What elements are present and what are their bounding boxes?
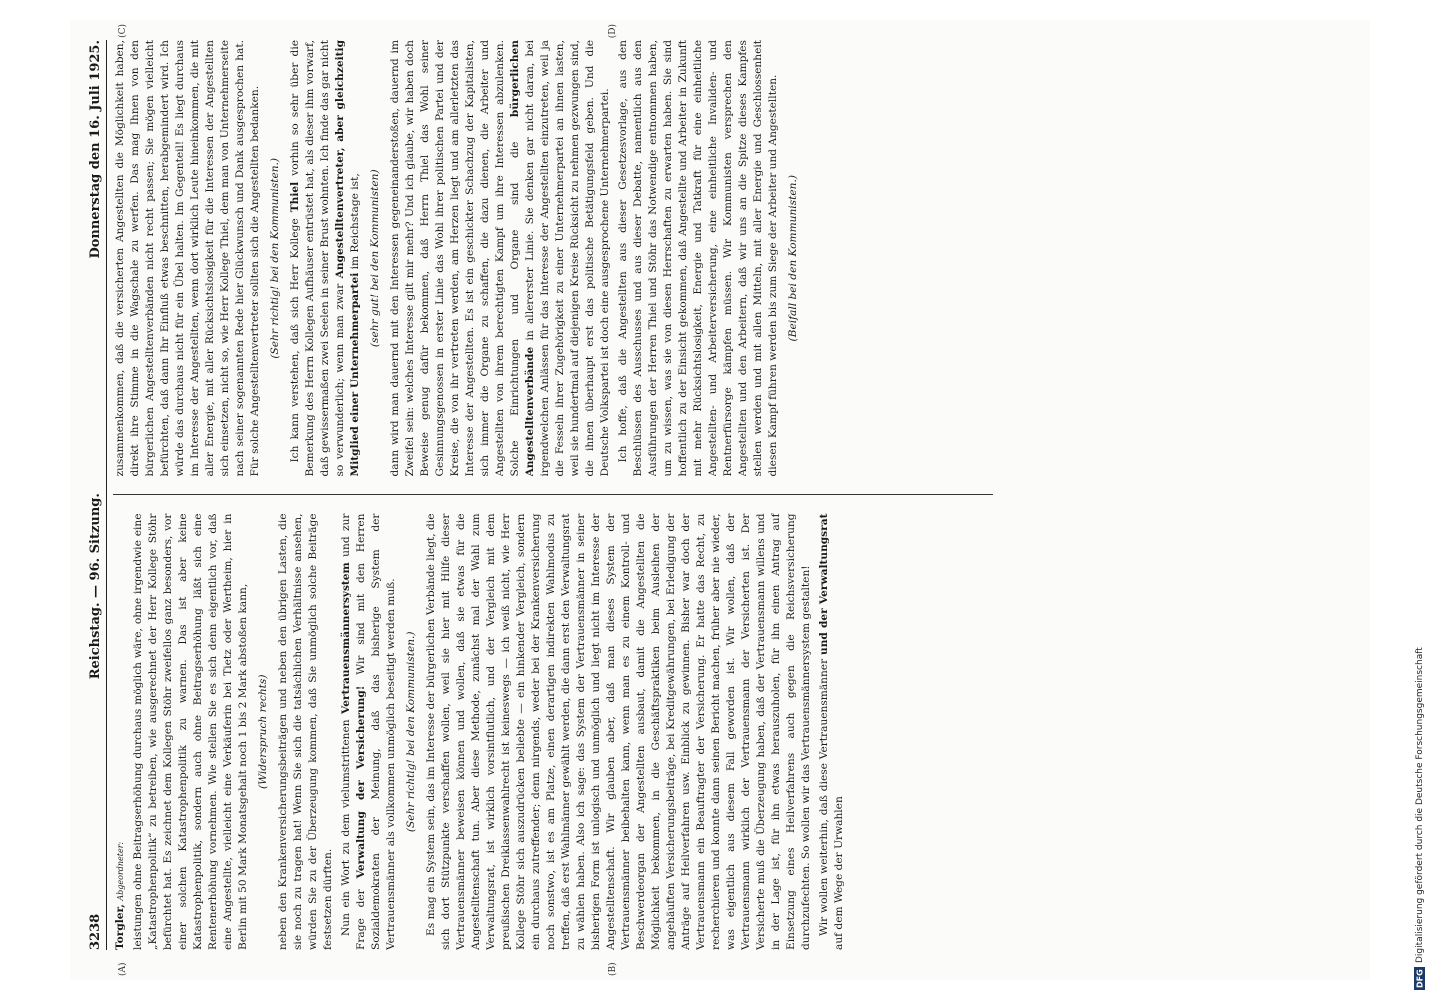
column-divider (113, 495, 993, 496)
bold-text: bürgerlichen Angestelltenverbände (509, 40, 536, 477)
page-number: 3238 (88, 913, 103, 950)
speaker-line (113, 514, 128, 951)
paragraph: Ich hoffe, daß die Angestellten aus dieser Gesetzesvorlage, aus den Beschlüssen des Ausschusses und aus dieser Debatte, namentlich aus den Ausführungen der Herren Thiel und Stöhr das Notwendige entnommen haben, um zu wissen, was sie von diesen Herrschaften zu erwarten haben. Sie sind hoffentlich zu der Einsicht gekommen, daß Angestellte und Arbeiter in Zukunft mit mehr Rücksichtslosigkeit, Energie und Tatkraft für eine einheitliche Angestellten- und Arbeiterversicherung, eine einheitliche Invaliden- und Rentnerfürsorge kämpfen müssen. Wir Kommunisten versprechen den Angestellten und den Arbeitern, daß wir uns an die Spitze dieses Kampfes stellen werden und mit allen Mitteln, mit aller Energie und Geschlossenheit diesen Kampf führen werden bis zum Siege der Arbeiter und Angestellten. (617, 40, 779, 477)
column-right (113, 40, 993, 477)
paragraph: neben den Krankenversicherungsbeiträgen und neben den übrigen Lasten, die sie noch zu tragen hat! Wenn Sie sich die tatsächlichen Verhältnisse ansehen, würden Sie zu der Überzeugung kommen, daß Sie unmöglich solche Beiträge festsetzen dürften. (277, 513, 334, 950)
text-run: vorhin so sehr über die Bemerkung des Herrn Kollegen Aufhäuser entrüstet hat, als dieser ihm vorwarf, daß gewissermaßen zwei Seelen in seiner Brust wohnten. Ich finde das gar nicht so verwunderlich; wenn man zwar (289, 40, 346, 477)
paragraph (817, 514, 847, 951)
text-run: dann wird man dauernd mit den Interessen gegeneinanderstoßen, dauernd im Zweifel sein: welches Interesse gilt mir mehr? Und ich glaube, wir haben doch Beweise genug dafür bekommen, daß Herrn Thiel das Wohl seiner Gesinnungsgenossen in erster Linie das Wohl ihrer politischen Partei und der Kreise, die von ihr vertreten werden, am Herzen liegt und am allerletzten das Interesse der Angestellten. Es ist ein geschickter Schachzug der Kapitalisten, sich immer die Organe zu schaffen, die dazu dienen, die Arbeiter und Angestellten von ihrem berechtigten Kampf um ihre Interessen abzulenken. Solche Einrichtungen und Organe sind die (389, 40, 521, 477)
text-run: im Reichstage ist, (349, 173, 361, 273)
paragraph: Es mag ein System sein, das im Interesse der bürgerlichen Verbände liegt, die sich dort Stützpunkte verschaffen wollen, weil sie hier mit Hilfe dieser Vertrauensmänner beweisen können und wollen, daß sie etwas für die Angestelltenschaft tun. Aber diese Methode, zunächst mal der Wahl zum Verwaltungsrat, ist wirklich vorsintflutlich, und der Vergleich mit dem preußischen Dreiklassenwahlrecht ist keineswegs — ich weiß nicht, wie Herr Kollege Stöhr sich auszudrücken beliebte — ein hinkender Vergleich, sondern ein durchaus zutreffender; denn nirgends, weder bei der Krankenversicherung noch sonstwo, ist es am Platze, einen derartigen indirekten Wahlmodus zu treffen, daß erst Wahlmänner gewählt werden, die dann erst den Verwaltungsrat zu wählen haben. Also ich sage: das System der Vertrauensmänner in seiner bisherigen Form ist unlogisch und unmöglich und liegt nicht im Interesse der Angestelltenschaft. Wir glauben aber, daß man dieses System der Vertrauensmänner beibehalten kann, wenn man es zu einem Kontroll- und Beschwerdeorgan der Angestellten ausbaut, damit die Angestellten die Möglichkeit bekommen, in die Geschäftspraktiken beim Ausleihen der angehäuften Versicherungsbeiträge, bei Kreditgewährungen, bei Erledigung der Anträge auf Heilverfahren usw. Einblick zu gewinnen. Bisher war doch der Vertrauensmann ein Beauftragter der Versicherung. Er hatte das Recht, zu recherchieren und konnte dann seinen Bericht machen, früher aber nie wieder, was eigentlich aus diesem Fall geworden ist. Wir wollen, daß der Vertrauensmann wirklich der Vertrauensmann der Versicherten ist. Der Versicherte muß die Überzeugung haben, daß der Vertrauensmann willens und in der Lage ist, für ihn etwas herauszuholen, für ihn einen Antrag auf Einsetzung eines Heilverfahrens auch gegen die Reichsversicherung durchzufechten. So wollen wir das Vertrauensmännersystem gestalten! (425, 513, 812, 950)
interjection: (Beifall bei den Kommunisten.) (787, 175, 799, 342)
bold-text: Thiel (289, 181, 301, 213)
margin-marker-b: (B) (608, 962, 618, 976)
text-run: Wir wollen weiterhin, daß diese Vertrauensmänner (818, 655, 830, 936)
digitization-credit (1410, 10, 1430, 990)
dfg-logo: DFG (1415, 969, 1425, 988)
text-columns (113, 40, 993, 950)
text-run: Ich kann verstehen, daß sich Herr Kollege (289, 212, 301, 463)
speaker-name: Torgler, (114, 904, 126, 950)
interjection: (sehr gut! bei den Kommunisten) (369, 169, 381, 348)
text-run: auf dem Wege der Urwahlen (833, 796, 845, 950)
text-run: Nun ein Wort zu dem vielumstrittenen (340, 713, 352, 936)
interjection: (Sehr richtig! bei den Kommunisten.) (269, 157, 281, 359)
page-header (88, 40, 107, 950)
paragraph (388, 40, 613, 477)
margin-marker-c: (C) (118, 24, 128, 38)
margin-marker-a: (A) (118, 962, 128, 976)
right-title: Donnerstag den 16. Juli 1925. (88, 40, 103, 259)
left-title: Reichstag. — 96. Sitzung. (88, 493, 103, 680)
column-left (113, 514, 993, 951)
credit-text: Digitalisierung gefördert durch die Deutsche Forschungsgemeinschaft (1415, 647, 1425, 964)
bold-text: Verwaltung der Versicherung! (355, 685, 367, 879)
paragraph: leistungen ohne Beitragserhöhung durchaus möglich wäre, ohne irgendwie eine „Katastrophenpolitik“ zu betreiben, wie ausgerechnet der Herr Kollege Stöhr befürchtet hat. Es zeichnet dem Kollegen Stöhr zweifellos ganz besonders, vor einer solchen Katastrophenpolitik zu warnen. Das ist aber keine Katastrophenpolitik, sondern auch ohne Beitragserhöhung läßt sich eine Rentenerhöhung vornehmen. Wie stellen Sie es sich denn eigentlich vor, daß eine Angestellte, vielleicht eine Verkäuferin bei Tietz oder Wertheim, hier in Berlin mit 50 Mark Monatsgehalt noch 1 bis 2 Mark abstoßen kann, (132, 513, 249, 950)
paragraph (288, 40, 363, 477)
text-run: Wir sind mit den Herren Sozialdemokraten der Meinung, daß das bisherige System der Vertrauensmänner als vollkommen unmöglich beseitigt werden muß. (355, 513, 397, 950)
bold-text: Angestelltenvertreter, aber gleichzeitig Mitglied einer Unternehmerpartei (334, 40, 361, 477)
speaker-role: Abgeordneter: (116, 841, 125, 901)
bold-text: und der Verwaltungsrat (818, 513, 830, 655)
paragraph: zusammenkommen, daß die versicherten Angestellten die Möglichkeit haben, direkt ihre Stimme in die Wagschale zu werfen. Das mag Ihnen von den bürgerlichen Angestelltenverbänden nicht recht passen; Sie mögen vielleicht befürchten, daß dann Ihr Einfluß etwas beschnitten, herabgemindert wird. Ich würde das durchaus nicht für ein Übel halten. Im Gegenteil! Es liegt durchaus im Interesse der Angestellten, wenn dort wirklich Leute hineinkommen, die mit aller Energie, mit aller Rücksichtslosigkeit für die Interessen der Angestellten sich einsetzen, nicht so, wie Herr Kollege Thiel, dem man von Unternehmerseite nach seiner sogenannten Rede hier Glückwunsch und Dank ausgesprochen hat. Für solche Angestelltenvertreter sollten sich die Angestellten bedanken. (114, 40, 261, 477)
text-run: und zur Frage der (340, 513, 367, 950)
page-content (88, 24, 1360, 976)
margin-marker-d: (D) (608, 24, 618, 39)
interjection: (Sehr richtig! bei den Kommunisten.) (405, 631, 417, 833)
document-page (70, 20, 1370, 980)
interjection: (Widerspruch rechts) (257, 674, 269, 789)
text-run: in allererster Linie. Sie denken gar nicht daran, bei irgendwelchen Anlässen für das Interesse der Angestellten einzutreten, weil ja die Fesseln ihrer Zugehörigkeit zu einer Unternehmerpartei an ihnen lasten, weil sie hundertmal auf diejenigen Kreise Rücksicht zu nehmen gezwungen sind, die ihnen überhaupt erst das politische Betätigungsfeld geben. Und die Deutsche Volkspartei ist doch eine ausgesprochene Unternehmerpartei. (524, 40, 611, 477)
bold-text: Vertrauensmännersystem (340, 562, 352, 714)
paragraph (339, 514, 399, 951)
